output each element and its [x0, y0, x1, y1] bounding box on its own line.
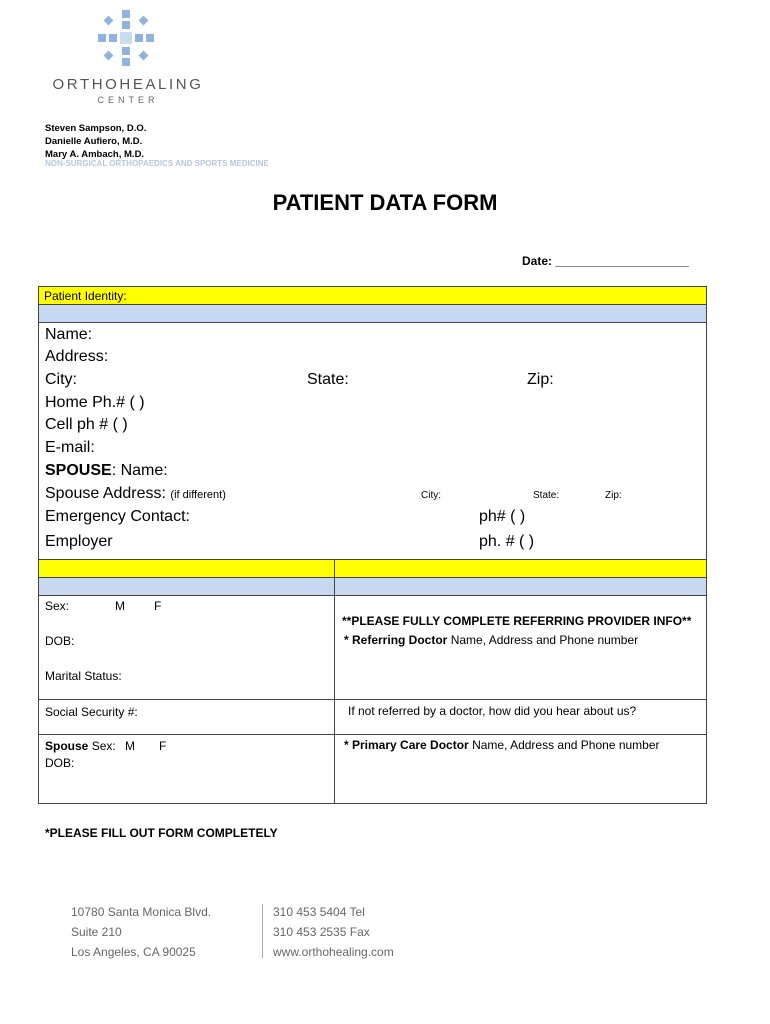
spouse-sex-label: Sex: — [91, 739, 116, 753]
logo-wordmark: ORTHOHEALING — [52, 76, 204, 93]
primary-care-doctor-hint: Name, Address and Phone number — [472, 738, 660, 752]
spouse-name-field[interactable] — [45, 462, 168, 480]
spouse-city-field[interactable]: City: — [421, 490, 441, 501]
emergency-phone-field[interactable]: ph# ( ) — [479, 508, 526, 525]
employer-field[interactable]: Employer — [45, 533, 113, 550]
sex-female-option[interactable]: F — [154, 599, 162, 613]
doctor-list — [45, 122, 146, 161]
zip-field[interactable]: Zip: — [527, 371, 554, 388]
yellow-row — [39, 560, 706, 577]
referring-doctor-hint: Name, Address and Phone number — [450, 633, 639, 647]
referring-doctor-label: * Referring Doctor — [344, 633, 448, 647]
doctor-name: Steven Sampson, D.O. — [45, 123, 147, 134]
doctor-name: Mary A. Ambach, M.D. — [45, 149, 145, 160]
employer-phone-field[interactable]: ph. # ( ) — [479, 533, 535, 550]
name-field[interactable]: Name: — [45, 326, 93, 343]
section-header-label: Patient Identity: — [44, 289, 127, 303]
footer-address — [71, 902, 211, 962]
blue-row — [39, 305, 706, 323]
divider — [39, 595, 706, 596]
doctor-name: Danielle Aufiero, M.D. — [45, 136, 143, 147]
cell-phone-field[interactable]: Cell ph # ( ) — [45, 416, 128, 433]
date-field[interactable]: Date: ____________________ — [522, 254, 689, 268]
city-field[interactable]: City: — [45, 371, 77, 388]
blue-row — [39, 578, 706, 595]
section-header-bar — [39, 287, 706, 305]
footer-web[interactable]: www.orthohealing.com — [273, 945, 394, 959]
referring-doctor-field[interactable] — [344, 633, 638, 647]
referring-provider-note: **PLEASE FULLY COMPLETE REFERRING PROVIDER INFO** — [342, 614, 692, 628]
page-title: PATIENT DATA FORM — [272, 190, 498, 215]
footer-contact — [273, 902, 394, 962]
column-divider — [334, 559, 335, 803]
spouse-dob-field[interactable]: DOB: — [45, 756, 75, 770]
heard-about-us-field[interactable]: If not referred by a doctor, how did you hear about us? — [348, 704, 637, 718]
sex-male-option[interactable]: M — [115, 599, 125, 613]
social-security-field[interactable]: Social Security #: — [45, 705, 138, 719]
divider — [39, 734, 706, 735]
spouse-address-label: Spouse Address: — [45, 485, 166, 502]
spouse-address-field[interactable] — [45, 485, 226, 503]
footer-address-line: Suite 210 — [71, 925, 122, 939]
sex-field[interactable]: Sex: — [45, 599, 70, 613]
orthohealing-logo-icon — [96, 8, 156, 68]
primary-care-doctor-field[interactable] — [344, 738, 660, 752]
dob-field[interactable]: DOB: — [45, 634, 75, 648]
footer-address-line: 10780 Santa Monica Blvd. — [71, 905, 212, 919]
spouse-zip-field[interactable]: Zip: — [605, 490, 622, 501]
home-phone-field[interactable]: Home Ph.# ( ) — [45, 394, 145, 411]
spouse-sex-female-option[interactable]: F — [159, 739, 167, 753]
spouse-state-field[interactable]: State: — [533, 490, 560, 501]
primary-care-doctor-label: * Primary Care Doctor — [344, 738, 469, 752]
divider — [39, 699, 706, 700]
address-field[interactable]: Address: — [45, 348, 109, 365]
patient-form — [38, 286, 707, 804]
specialty-line: NON-SURGICAL ORTHOPAEDICS AND SPORTS MEDICINE — [45, 159, 269, 168]
state-field[interactable]: State: — [307, 371, 349, 388]
footer-fax: 310 453 2535 Fax — [273, 925, 370, 939]
footer-divider — [262, 904, 263, 958]
logo-subtitle: CENTER — [97, 95, 159, 105]
spouse-address-note: (if different) — [170, 489, 226, 501]
spouse-sex-male-option[interactable]: M — [125, 739, 135, 753]
spouse-label: SPOUSE — [45, 462, 112, 479]
email-field[interactable]: E-mail: — [45, 439, 95, 456]
emergency-contact-field[interactable]: Emergency Contact: — [45, 508, 190, 525]
spouse-sex-field[interactable] — [45, 739, 116, 753]
footer-address-line: Los Angeles, CA 90025 — [71, 945, 196, 959]
marital-status-field[interactable]: Marital Status: — [45, 669, 122, 683]
spouse-sex-bold: Spouse — [45, 739, 89, 753]
footer-tel: 310 453 5404 Tel — [273, 905, 365, 919]
fill-out-note: *PLEASE FILL OUT FORM COMPLETELY — [45, 826, 278, 840]
spouse-name-label: : Name: — [111, 462, 168, 479]
